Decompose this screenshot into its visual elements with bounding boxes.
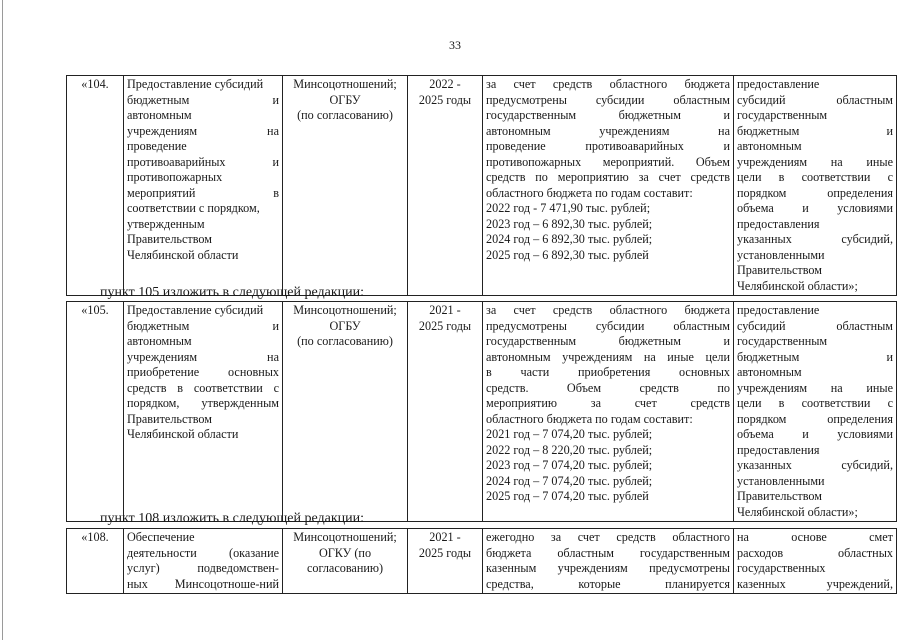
text-line: субсидий областным xyxy=(737,318,893,333)
text-line: цели в соответствии с xyxy=(737,396,893,410)
table-row xyxy=(67,302,897,522)
text-line: 2025 годы xyxy=(418,545,472,560)
text-line: мероприятию за счет средств xyxy=(486,396,730,410)
text-line: за счет средств областного бюджета xyxy=(486,303,730,317)
text-line: 2022 год – 8 220,20 тыс. рублей; xyxy=(486,442,653,457)
text-line: автономным учреждениям на xyxy=(486,123,730,138)
period-cell xyxy=(408,76,483,296)
text-line: противопожарных xyxy=(127,170,223,184)
financing-cell xyxy=(483,529,734,594)
text-line: 2025 год – 7 074,20 тыс. рублей xyxy=(486,489,649,503)
text-line: средства, которые планируется xyxy=(486,576,730,591)
text-line: Правительством xyxy=(737,489,822,503)
table-row xyxy=(67,76,897,296)
text-line: ежегодно за счет средств областного xyxy=(486,530,730,544)
text-line: Предоставление субсидий xyxy=(127,77,264,91)
table-row xyxy=(67,529,897,594)
text-line: бюджетным и xyxy=(737,123,893,138)
executor-cell xyxy=(283,529,408,594)
section-heading-108: пункт 108 изложить в следующей редакции: xyxy=(100,511,364,526)
text-line: казенных учреждений, xyxy=(737,576,893,591)
text-line: ных Минсоцотноше-ний xyxy=(127,576,279,591)
text-line: учреждениям на xyxy=(127,349,279,364)
text-line: деятельности (оказание xyxy=(127,545,279,560)
text-line: субсидий областным xyxy=(737,92,893,107)
basis-cell xyxy=(734,529,897,594)
text-line: бюджетным и xyxy=(127,318,279,333)
page-number: 33 xyxy=(449,38,461,52)
text-line: (по согласованию) xyxy=(297,334,393,348)
basis-cell xyxy=(734,76,897,296)
text-line: порядком, утвержденным xyxy=(127,396,279,410)
text-line: Минсоцотношений; xyxy=(293,530,397,544)
basis-cell xyxy=(734,302,897,522)
text-line: Обеспечение xyxy=(127,530,195,544)
text-line: Челябинской области xyxy=(127,247,239,262)
text-line: 2025 год – 6 892,30 тыс. рублей xyxy=(486,247,649,262)
text-line: предоставления xyxy=(737,216,820,231)
text-line: порядком определения xyxy=(737,411,893,426)
text-line: предоставление xyxy=(737,77,820,91)
text-line: учреждениям на иные xyxy=(737,380,893,395)
item-number: «104. xyxy=(67,76,124,296)
text-line: средств в соответствии с xyxy=(127,380,279,395)
text-line: Минсоцотношений; xyxy=(293,77,397,91)
text-line: Челябинской области»; xyxy=(737,504,858,519)
text-line: Правительством xyxy=(737,263,822,277)
text-line: установленными xyxy=(737,247,825,262)
text-line: государственных xyxy=(737,561,826,575)
text-line: Челябинской области xyxy=(127,427,239,441)
text-line: 2022 - xyxy=(429,77,461,91)
text-line: автономным xyxy=(127,334,192,348)
text-line: соответствии с порядком, xyxy=(127,201,260,215)
page-margin-line xyxy=(2,0,3,640)
text-line: 2021 год – 7 074,20 тыс. рублей; xyxy=(486,427,653,441)
text-line: предусмотрены субсидии областным xyxy=(486,92,730,107)
text-line: автономным учреждениям на иные цели xyxy=(486,349,730,364)
text-line: автономным xyxy=(737,139,802,153)
text-line: объема и условиями xyxy=(737,427,893,441)
text-line: 2024 год – 6 892,30 тыс. рублей; xyxy=(486,232,653,246)
text-line: учреждениям на xyxy=(127,123,279,138)
text-line: указанных субсидий, xyxy=(737,458,893,472)
text-line: Минсоцотношений; xyxy=(293,303,397,317)
table-104 xyxy=(66,75,893,296)
text-line: ОГКУ (по xyxy=(318,545,372,560)
financing-cell xyxy=(483,302,734,522)
text-line: приобретение основных xyxy=(127,365,279,379)
text-line: противопожарных мероприятий. Объем xyxy=(486,154,730,169)
executor-cell xyxy=(283,302,408,522)
text-line: ОГБУ xyxy=(329,318,361,333)
text-line: бюджетным и xyxy=(127,92,279,107)
text-line: казенным учреждениям предусмотрены xyxy=(486,561,730,575)
text-line: автономным xyxy=(127,108,192,122)
item-number: «108. xyxy=(67,529,124,594)
text-line: 2022 год - 7 471,90 тыс. рублей; xyxy=(486,201,651,215)
text-line: цели в соответствии с xyxy=(737,170,893,184)
text-line: Правительством xyxy=(127,232,212,246)
text-line: областного бюджета по годам составит: xyxy=(486,411,693,426)
text-line: на основе смет xyxy=(737,530,893,544)
period-cell xyxy=(408,529,483,594)
text-line: указанных субсидий, xyxy=(737,232,893,246)
table-108 xyxy=(66,528,893,594)
text-line: 2023 год – 7 074,20 тыс. рублей; xyxy=(486,458,653,472)
text-line: 2023 год – 6 892,30 тыс. рублей; xyxy=(486,216,653,231)
text-line: услуг) подведомствен- xyxy=(127,561,279,575)
text-line: учреждениям на иные xyxy=(737,154,893,169)
item-name-cell xyxy=(124,76,283,296)
period-cell xyxy=(408,302,483,522)
text-line: государственным бюджетным и xyxy=(486,334,730,348)
table-105 xyxy=(66,301,893,522)
text-line: предоставление xyxy=(737,303,820,317)
text-line: за счет средств областного бюджета xyxy=(486,77,730,91)
text-line: Предоставление субсидий xyxy=(127,303,264,317)
text-line: ОГБУ xyxy=(329,92,361,107)
text-line: 2021 - xyxy=(429,530,461,544)
text-line: государственным xyxy=(737,334,828,348)
text-line: проведение xyxy=(127,139,187,153)
text-line: 2025 годы xyxy=(418,92,472,107)
text-line: автономным xyxy=(737,365,802,379)
text-line: бюджета областным государственным xyxy=(486,545,730,560)
text-line: объема и условиями xyxy=(737,201,893,215)
text-line: средств. Объем средств по xyxy=(486,380,730,395)
text-line: утвержденным xyxy=(127,216,205,231)
text-line: бюджетным и xyxy=(737,349,893,364)
text-line: проведение противоаварийных и xyxy=(486,139,730,153)
executor-cell xyxy=(283,76,408,296)
text-line: Челябинской области»; xyxy=(737,278,858,293)
item-name-cell xyxy=(124,529,283,594)
text-line: предоставления xyxy=(737,442,820,457)
item-name-cell xyxy=(124,302,283,522)
financing-cell xyxy=(483,76,734,296)
text-line: установленными xyxy=(737,473,825,488)
text-line: противоаварийных и xyxy=(127,154,279,169)
text-line: согласованию) xyxy=(306,561,384,575)
text-line: расходов областных xyxy=(737,545,893,560)
text-line: (по согласованию) xyxy=(297,108,393,122)
text-line: 2021 - xyxy=(429,303,461,317)
text-line: государственным бюджетным и xyxy=(486,108,730,122)
text-line: 2024 год – 7 074,20 тыс. рублей; xyxy=(486,473,653,488)
text-line: государственным xyxy=(737,108,828,122)
section-heading-105: пункт 105 изложить в следующей редакции: xyxy=(100,285,364,300)
text-line: 2025 годы xyxy=(418,318,472,333)
text-line: мероприятий в xyxy=(127,185,279,200)
text-line: областного бюджета по годам составит: xyxy=(486,185,693,200)
text-line: средств по мероприятию за счет средств xyxy=(486,170,730,184)
text-line: предусмотрены субсидии областным xyxy=(486,318,730,333)
text-line: в части приобретения основных xyxy=(486,365,730,379)
text-line: порядком определения xyxy=(737,185,893,200)
item-number: «105. xyxy=(67,302,124,522)
text-line: Правительством xyxy=(127,411,212,426)
